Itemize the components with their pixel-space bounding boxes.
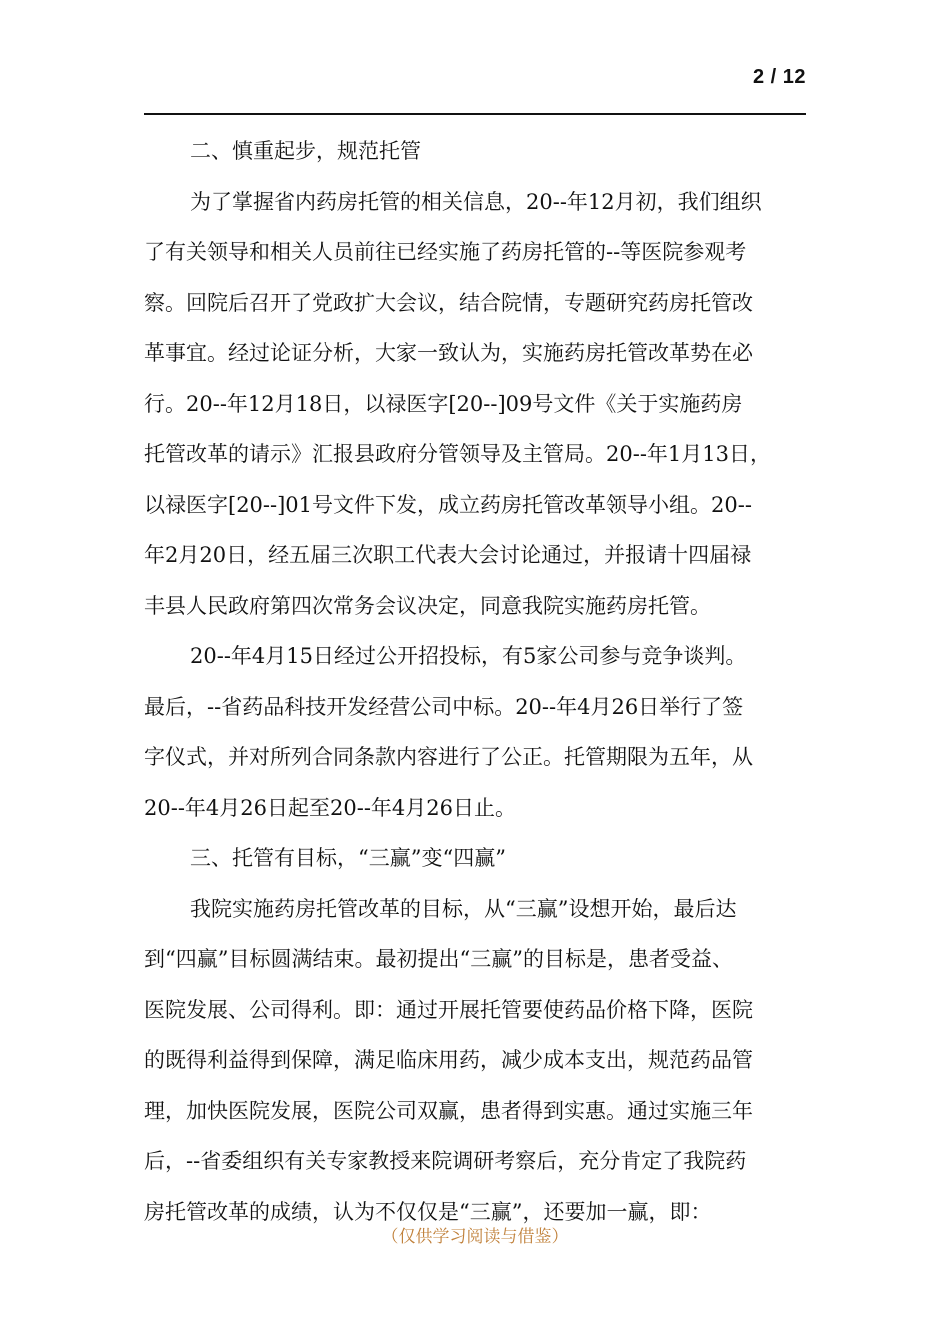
paragraph-line: 托管改革的请示》汇报县政府分管领导及主管局。20--年1月13日， bbox=[144, 442, 771, 466]
paragraph-line: 行。20--年12月18日，以禄医字[20--]09号文件《关于实施药房 bbox=[144, 391, 743, 416]
paragraph-line: 20--年4月15日经过公开招投标，有5家公司参与竞争谈判。 bbox=[190, 644, 747, 668]
paragraph-line: 理，加快医院发展，医院公司双赢，患者得到实惠。通过实施三年 bbox=[144, 1098, 753, 1123]
paragraph-line: 字仪式，并对所列合同条款内容进行了公正。托管期限为五年，从 bbox=[144, 745, 753, 769]
paragraph-line: 医院发展、公司得利。即：通过开展托管要使药品价格下降，医院 bbox=[144, 997, 753, 1022]
paragraph-line: 丰县人民政府第四次常务会议决定，同意我院实施药房托管。 bbox=[144, 593, 711, 618]
footer-note: （仅供学习阅读与借鉴） bbox=[381, 1227, 569, 1247]
paragraph-line: 的既得利益得到保障，满足临床用药，减少成本支出，规范药品管 bbox=[144, 1048, 753, 1072]
paragraph-line: 年2月20日，经五届三次职工代表大会讨论通过，并报请十四届禄 bbox=[144, 543, 752, 567]
section-heading: 三、托管有目标，“三赢”变“四赢” bbox=[190, 846, 506, 870]
paragraph-line: 到“四赢”目标圆满结束。最初提出“三赢”的目标是，患者受益、 bbox=[144, 947, 733, 971]
document-body bbox=[144, 126, 806, 1237]
paragraph-line: 后，--省委组织有关专家教授来院调研考察后，充分肯定了我院药 bbox=[144, 1149, 747, 1173]
paragraph-line: 20--年4月26日起至20--年4月26日止。 bbox=[144, 795, 516, 820]
paragraph-line: 察。回院后召开了党政扩大会议，结合院情，专题研究药房托管改 bbox=[144, 290, 753, 315]
section-heading: 二、慎重起步，规范托管 bbox=[190, 139, 421, 163]
paragraph-line: 以禄医字[20--]01号文件下发，成立药房托管改革领导小组。20-- bbox=[144, 492, 752, 517]
paragraph-line: 革事宜。经过论证分析，大家一致认为，实施药房托管改革势在必 bbox=[144, 341, 753, 365]
header-divider bbox=[144, 113, 806, 115]
page-number: 2 / 12 bbox=[752, 66, 806, 88]
paragraph-line: 我院实施药房托管改革的目标，从“三赢”设想开始，最后达 bbox=[190, 896, 737, 921]
paragraph-line: 为了掌握省内药房托管的相关信息，20--年12月初，我们组织 bbox=[190, 189, 762, 214]
paragraph-line: 房托管改革的成绩，认为不仅仅是“三赢”，还要加一赢，即： bbox=[144, 1199, 712, 1224]
paragraph-line: 了有关领导和相关人员前往已经实施了药房托管的--等医院参观考 bbox=[144, 240, 747, 264]
paragraph-line: 最后，--省药品科技开发经营公司中标。20--年4月26日举行了签 bbox=[144, 694, 744, 719]
